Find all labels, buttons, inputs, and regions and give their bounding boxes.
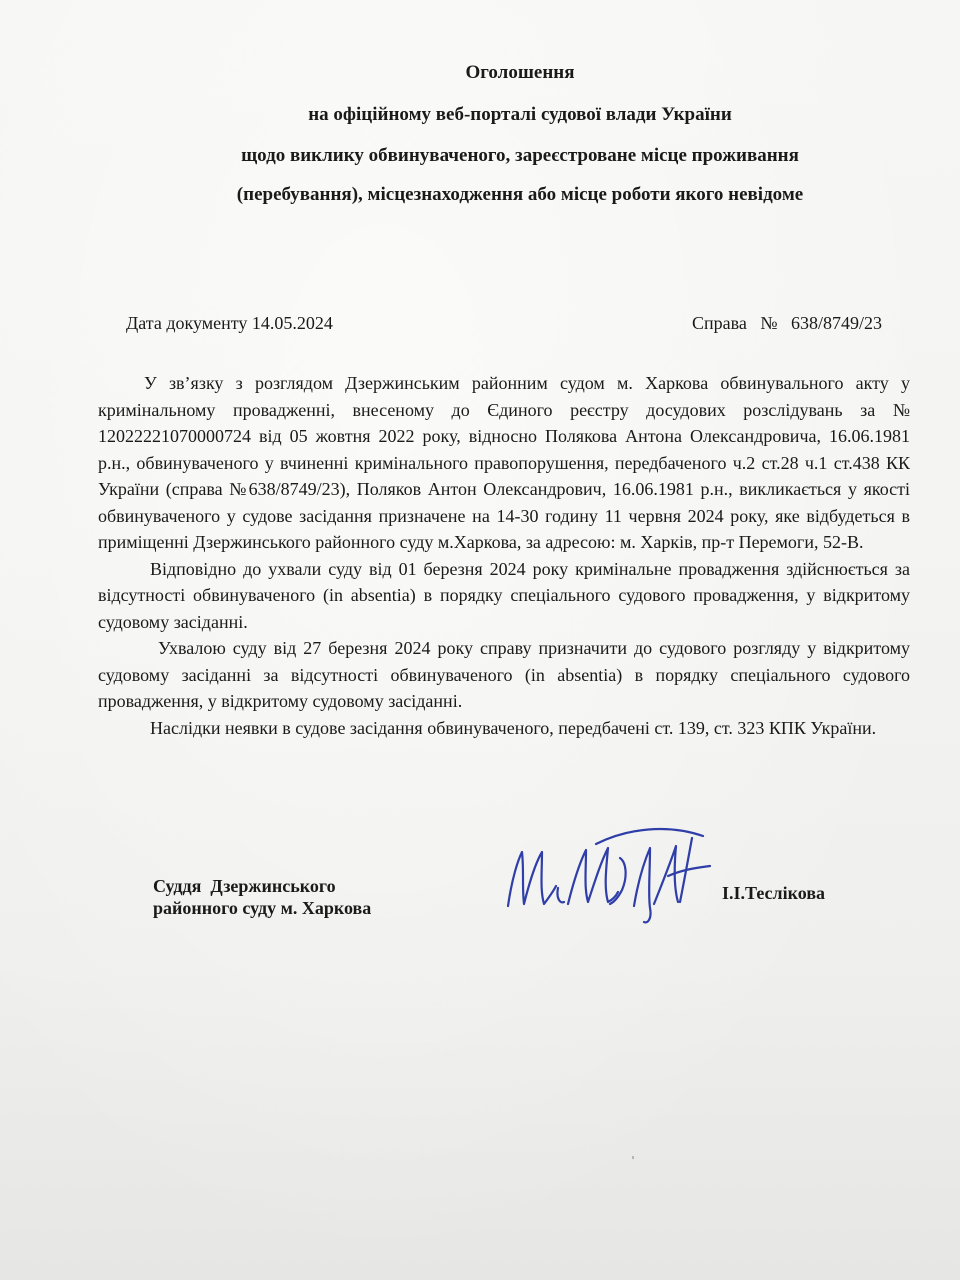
judge-position-line1: Суддя Дзержинського bbox=[153, 876, 336, 896]
body-paragraph-summons: У зв’язку з розглядом Дзержинським районним судом м. Харкова обвинувального акту у кримінальному провадженні, внесеному до Єдиного реєстру досудових розслідувань за № 12022221070000724 від 05 жовтня 2022 року, відносно Полякова Антона Олександровича, 16.06.1981 р.н., обвинуваченого у вчиненні кримінального правопорушення, передбаченого ч.2 ст.28 ч.1 ст.438 КК України (справа №638/8749/23), Поляков Антон Олександрович, 16.06.1981 р.н., викликається у якості обвинуваченого у судове засідання призначене на 14-30 годину 11 червня 2024 року, яке відбудеться в приміщенні Дзержинського районного суду м.Харкова, за адресою: м. Харків, пр-т Перемоги, 52-В. bbox=[98, 373, 910, 552]
judge-position bbox=[153, 875, 371, 919]
body-paragraph-ruling-march-27: Ухвалою суду від 27 березня 2024 року справу призначити до судового розгляду у відкритому судовому засіданні за відсутності обвинуваченого (in absentia) в порядку спеціального судового провадження, у відкритому судовому засіданні. bbox=[98, 638, 910, 711]
case-number: Справа № 638/8749/23 bbox=[692, 313, 883, 333]
judge-name: І.І.Теслікова bbox=[722, 883, 826, 903]
announcement-subtitle-summons: щодо виклику обвинуваченого, зареєстроване місце проживання bbox=[241, 145, 799, 166]
document-date: Дата документу 14.05.2024 bbox=[126, 313, 333, 333]
announcement-subtitle-portal: на офіційному веб-порталі судової влади України bbox=[308, 104, 732, 125]
judge-position-line2: районного суду м. Харкова bbox=[153, 898, 372, 918]
announcement-title: Оголошення bbox=[465, 62, 575, 83]
announcement-body bbox=[98, 370, 910, 741]
paper-speck bbox=[632, 1156, 634, 1159]
handwritten-signature bbox=[498, 818, 723, 928]
announcement-subtitle-address: (перебування), місцезнаходження або місце роботи якого невідоме bbox=[236, 184, 804, 205]
body-paragraph-consequences: Наслідки неявки в судове засідання обвинуваченого, передбачені ст. 139, ст. 323 КПК України. bbox=[150, 717, 877, 738]
body-paragraph-ruling-march-1: Відповідно до ухвали суду від 01 березня 2024 року кримінальне провадження здійснюється за відсутності обвинуваченого (in absentia) в порядку спеціального судового провадження, у відкритому судовому засіданні. bbox=[98, 558, 910, 632]
